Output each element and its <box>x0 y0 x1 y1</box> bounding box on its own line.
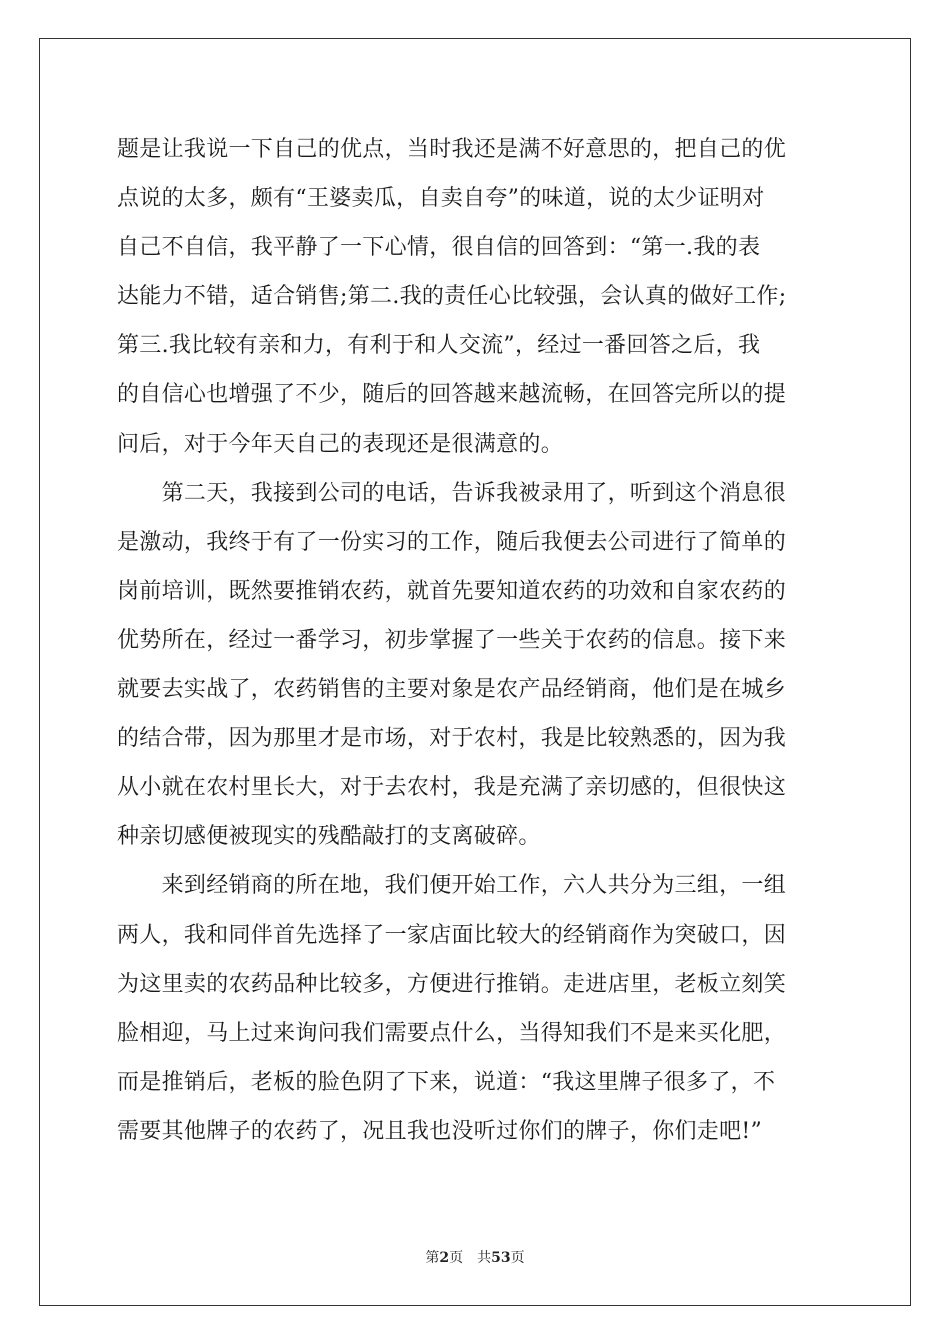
text-line: 岗前培训，既然要推销农药，就首先要知道农药的功效和自家农药的 <box>117 578 787 604</box>
text-line: 第二天，我接到公司的电话，告诉我被录用了，听到这个消息很 <box>117 480 787 506</box>
text-line: 达能力不错，适合销售;第二.我的责任心比较强，会认真的做好工作; <box>117 284 787 310</box>
text-line: 问后，对于今年天自己的表现还是很满意的。 <box>117 431 564 457</box>
text-line: 的结合带，因为那里才是市场，对于农村，我是比较熟悉的，因为我 <box>117 726 787 752</box>
text-line: 第三.我比较有亲和力，有利于和人交流”，经过一番回答之后，我 <box>117 333 761 359</box>
total-suffix: 页 <box>510 1250 525 1266</box>
text-line: 点说的太多，颇有“王婆卖瓜，自卖自夸”的味道，说的太少证明对 <box>117 186 765 212</box>
text-line: 自己不自信，我平静了一下心情，很自信的回答到：“第一.我的表 <box>117 235 761 261</box>
text-line: 优势所在，经过一番学习，初步掌握了一些关于农药的信息。接下来 <box>117 627 787 653</box>
page-number: 2 <box>439 1250 450 1266</box>
document-body <box>117 125 837 1156</box>
text-line: 就要去实战了，农药销售的主要对象是农产品经销商，他们是在城乡 <box>117 677 787 703</box>
text-line: 的自信心也增强了不少，随后的回答越来越流畅，在回答完所以的提 <box>117 382 787 408</box>
text-line: 需要其他牌子的农药了，况且我也没听过你们的牌子，你们走吧!” <box>117 1118 763 1144</box>
page-footer <box>0 1247 950 1267</box>
text-line: 是激动，我终于有了一份实习的工作，随后我便去公司进行了简单的 <box>117 529 787 555</box>
text-line: 来到经销商的所在地，我们便开始工作，六人共分为三组，一组 <box>117 873 787 899</box>
text-line: 从小就在农村里长大，对于去农村，我是充满了亲切感的，但很快这 <box>117 775 787 801</box>
text-line: 为这里卖的农药品种比较多，方便进行推销。走进店里，老板立刻笑 <box>117 971 787 997</box>
total-prefix: 共 <box>477 1250 492 1266</box>
text-line: 种亲切感便被现实的残酷敲打的支离破碎。 <box>117 824 541 850</box>
text-line: 题是让我说一下自己的优点，当时我还是满不好意思的，把自己的优 <box>117 137 787 162</box>
total-pages: 53 <box>491 1250 511 1266</box>
text-line: 脸相迎，马上过来询问我们需要点什么，当得知我们不是来买化肥， <box>117 1020 787 1046</box>
text-line: 而是推销后，老板的脸色阴了下来，说道：“我这里牌子很多了，不 <box>117 1069 776 1095</box>
text-line: 两人，我和同伴首先选择了一家店面比较大的经销商作为突破口，因 <box>117 922 787 948</box>
page-prefix: 第 <box>425 1250 440 1266</box>
page-suffix: 页 <box>449 1250 464 1266</box>
